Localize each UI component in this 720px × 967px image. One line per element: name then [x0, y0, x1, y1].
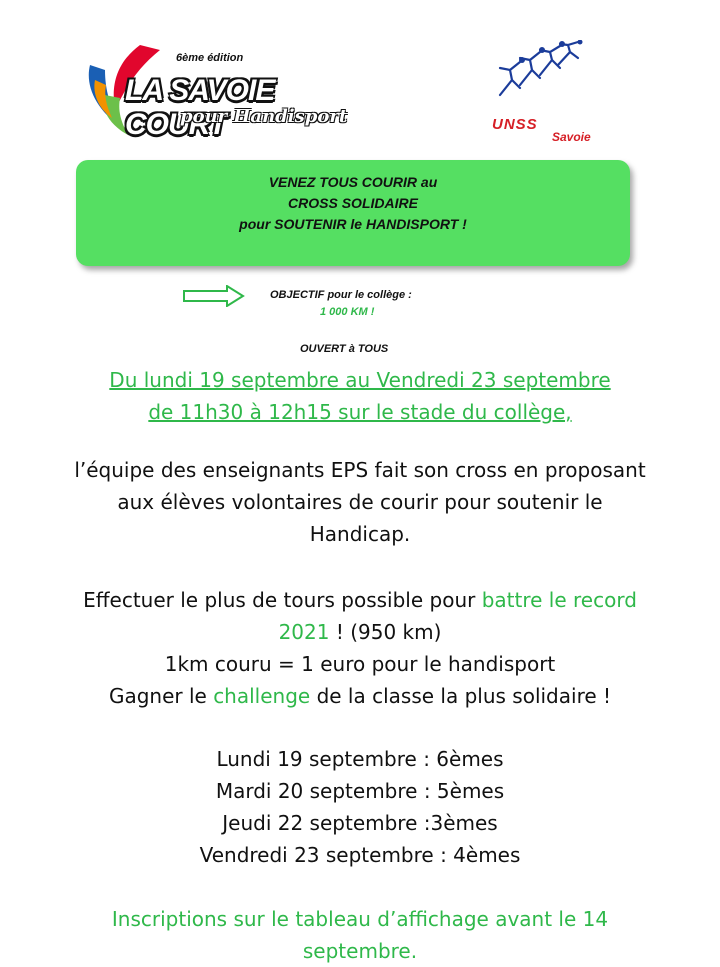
schedule-item: Mardi 20 septembre : 5èmes [215, 779, 505, 803]
banner-line-3: pour SOUTENIR le HANDISPORT ! [239, 216, 467, 232]
record-year: 2021 [278, 620, 330, 644]
goal-euro-line: 1km couru = 1 euro pour le handisport [164, 652, 556, 676]
logo-title: LA SAVOIE COURT [125, 74, 275, 141]
goal-challenge-line [0, 680, 720, 712]
unss-name: UNSS [492, 116, 538, 133]
intro-line-1: l’équipe des enseignants EPS fait son cross en proposant [74, 458, 646, 482]
goal-effectuer-text: Effectuer le plus de tours possible pour [83, 588, 482, 612]
dates-line-2: de 11h30 à 12h15 sur le stade du collège, [148, 400, 572, 424]
goal-record-text: battre le record [481, 588, 637, 612]
goal-line-1 [0, 584, 720, 616]
event-banner [76, 160, 630, 266]
unss-region: Savoie [552, 130, 591, 144]
registration-line-1: Inscriptions sur le tableau d’affichage avant le 14 [111, 907, 609, 931]
unss-logo [470, 40, 640, 150]
savoie-court-logo [80, 40, 380, 140]
goal-line-2 [0, 616, 720, 648]
intro-line-2: aux élèves volontaires de courir pour soutenir le [117, 490, 603, 514]
objective-label: OBJECTIF pour le collège : [270, 289, 412, 301]
schedule-item: Lundi 19 septembre : 6èmes [216, 747, 504, 771]
intro-line-3: Handicap. [309, 522, 411, 546]
logo-edition: 6ème édition [176, 52, 244, 64]
challenge-post: de la classe la plus solidaire ! [310, 684, 612, 708]
intro-block [0, 454, 720, 550]
schedule-item: Vendredi 23 septembre : 4èmes [199, 843, 521, 867]
registration-block [0, 903, 720, 967]
runners-icon [480, 40, 590, 115]
challenge-pre: Gagner le [108, 684, 214, 708]
right-arrow-icon [183, 285, 245, 307]
goals-block [0, 584, 720, 712]
registration-line-2: septembre. [302, 939, 418, 963]
open-to-all: OUVERT à TOUS [300, 343, 389, 355]
logo-subtitle: pour Handisport [180, 106, 348, 127]
record-value: ! (950 km) [329, 620, 442, 644]
banner-line-2: CROSS SOLIDAIRE [288, 195, 418, 211]
objective-value: 1 000 KM ! [320, 306, 375, 318]
dates-block [0, 364, 720, 428]
schedule-block [0, 743, 720, 871]
banner-line-1: VENEZ TOUS COURIR au [268, 174, 438, 190]
schedule-item: Jeudi 22 septembre :3èmes [222, 811, 498, 835]
challenge-word: challenge [213, 684, 311, 708]
dates-line-1: Du lundi 19 septembre au Vendredi 23 septembre [109, 368, 611, 392]
